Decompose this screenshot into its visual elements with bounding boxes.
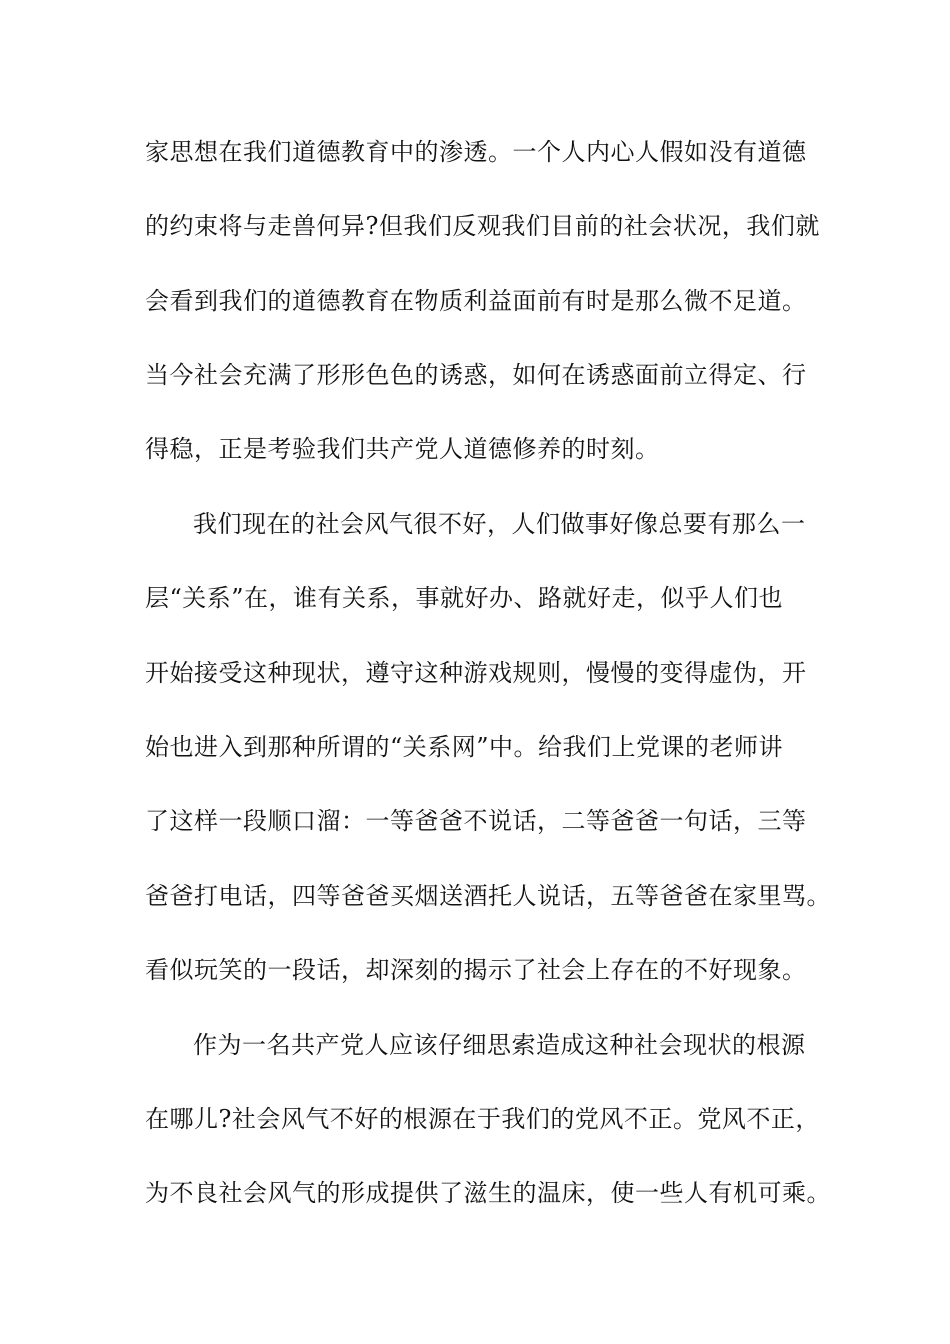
text-line: 当今社会充满了形形色色的诱惑，如何在诱惑面前立得定、行 [145,361,807,389]
text-line: 家思想在我们道德教育中的渗透。一个人内心人假如没有道德 [145,138,807,166]
text-line: 看似玩笑的一段话，却深刻的揭示了社会上存在的不好现象。 [145,956,807,984]
text-line: 得稳，正是考验我们共产党人道德修养的时刻。 [145,435,660,463]
text-line: 始也进入到那种所谓的“关系网”中。给我们上党课的老师讲 [145,733,784,761]
text-line: 在哪儿?社会风气不好的根源在于我们的党风不正。党风不正， [145,1105,820,1133]
text-line: 为不良社会风气的形成提供了滋生的温床，使一些人有机可乘。 [145,1179,831,1207]
text-line: 爸爸打电话，四等爸爸买烟送酒托人说话，五等爸爸在家里骂。 [145,882,831,910]
text-line: 了这样一段顺口溜：一等爸爸不说话，二等爸爸一句话，三等 [145,807,807,835]
text-line: 开始接受这种现状，遵守这种游戏规则，慢慢的变得虚伪，开 [145,659,807,687]
text-line: 会看到我们的道德教育在物质利益面前有时是那么微不足道。 [145,287,807,315]
paragraph-first-line: 我们现在的社会风气很不好，人们做事好像总要有那么一 [193,510,806,538]
text-line: 的约束将与走兽何异?但我们反观我们目前的社会状况，我们就 [145,212,820,240]
paragraph-first-line: 作为一名共产党人应该仔细思索造成这种社会现状的根源 [193,1031,806,1059]
text-line: 层“关系”在，谁有关系，事就好办、路就好走，似乎人们也 [145,584,784,612]
